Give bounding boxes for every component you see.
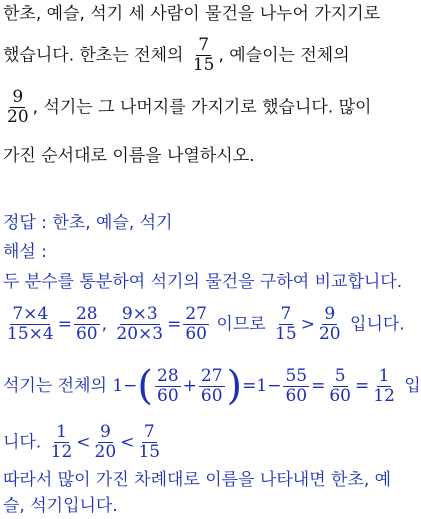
problem-text: 한초, 예슬, 석기 세 사람이 물건을 나누어 가지기로: [3, 4, 381, 24]
numerator: 5: [334, 365, 346, 386]
denominator: 60: [75, 324, 98, 344]
fraction: [49, 423, 75, 462]
numerator: 1: [56, 422, 67, 442]
math-text: =1−: [242, 376, 282, 396]
less-than-sign: <: [76, 432, 91, 453]
numerator: 7: [280, 304, 292, 324]
problem-line-2: [3, 36, 350, 75]
solution-equation-2: [3, 363, 421, 409]
explanation-text: 해설 :: [3, 242, 47, 262]
denominator: 15×4: [7, 324, 54, 344]
numerator: 1: [378, 365, 390, 386]
conclusion-text: 슬, 석기입니다.: [3, 496, 118, 516]
greater-than-sign: >: [300, 314, 315, 335]
numerator: 27: [185, 304, 207, 324]
problem-line-1: [3, 4, 380, 24]
denominator: 60: [285, 385, 308, 406]
left-paren: (: [137, 363, 154, 409]
numerator: 7×4: [12, 304, 49, 324]
equals-sign: =: [57, 314, 72, 335]
solution-text: 석기는 전체의: [3, 376, 107, 396]
problem-text: , 석기는 그 나머지를 가지기로 했습니다. 많이: [32, 97, 372, 118]
fraction-hancho: [191, 36, 217, 75]
fraction: [136, 423, 162, 462]
fraction-yeseul: [5, 88, 31, 127]
numerator: 7: [143, 422, 155, 442]
denominator: 15: [192, 55, 215, 75]
fraction: [327, 367, 353, 406]
comma: ,: [101, 314, 107, 335]
numerator: 9: [12, 87, 24, 107]
denominator: 60: [200, 385, 223, 406]
solution-text: 두 분수를 통분하여 석기의 물건을 구하여 비교합니다.: [3, 272, 403, 292]
equals-sign: =: [355, 376, 370, 396]
denominator: 60: [157, 385, 179, 406]
denominator: 12: [373, 385, 395, 406]
less-than-sign: <: [120, 432, 135, 453]
solution-equation-3: [3, 423, 164, 462]
numerator: 27: [200, 365, 223, 386]
math-text: 1−: [112, 376, 138, 396]
fraction: [183, 305, 209, 344]
numerator: 9: [324, 304, 336, 324]
denominator: 15: [275, 324, 297, 344]
explanation-label: [3, 242, 47, 262]
fraction: [114, 305, 165, 344]
answer-text: 정답 : 한초, 예슬, 석기: [3, 213, 173, 233]
denominator: 20×3: [116, 324, 164, 344]
solution-text: 니다.: [3, 432, 42, 453]
solution-text: 입니다.: [350, 314, 405, 335]
conclusion-text: 따라서 많이 가진 차례대로 이름을 나타내면 한초, 예: [3, 470, 392, 490]
problem-line-4: [3, 146, 255, 166]
fraction: [371, 367, 397, 406]
denominator: 20: [94, 442, 117, 462]
fraction: [283, 367, 309, 406]
numerator: 28: [157, 365, 179, 386]
plus-sign: +: [182, 376, 197, 396]
problem-text: , 예슬이는 전체의: [218, 45, 350, 66]
problem-line-3: [3, 88, 371, 127]
fraction: [317, 305, 343, 344]
denominator: 60: [329, 385, 351, 406]
problem-text: 가진 순서대로 이름을 나열하시오.: [3, 146, 255, 166]
problem-text: 했습니다. 한초는 전체의: [3, 45, 184, 66]
numerator: 28: [75, 304, 98, 324]
denominator: 20: [318, 324, 341, 344]
denominator: 15: [138, 442, 161, 462]
fraction: [155, 367, 181, 406]
answer-label: [3, 213, 173, 233]
fraction: [273, 305, 299, 344]
denominator: 20: [7, 107, 29, 127]
numerator: 9: [99, 422, 111, 442]
fraction: [74, 305, 100, 344]
solution-text: 입: [404, 376, 421, 396]
solution-line-1: [3, 272, 402, 292]
conclusion-line-2: [3, 496, 118, 516]
conclusion-line-1: [3, 470, 391, 490]
equals-sign: =: [311, 376, 326, 396]
numerator: 9×3: [121, 304, 158, 324]
numerator: 55: [285, 365, 308, 386]
fraction: [93, 423, 119, 462]
denominator: 12: [50, 442, 73, 462]
fraction: [199, 367, 225, 406]
denominator: 60: [185, 324, 207, 344]
equals-sign: =: [167, 314, 182, 335]
numerator: 7: [198, 35, 210, 55]
solution-text: 이므로: [216, 314, 266, 335]
fraction: [5, 305, 56, 344]
right-paren: ): [226, 363, 243, 409]
solution-equation-1: [3, 305, 405, 344]
